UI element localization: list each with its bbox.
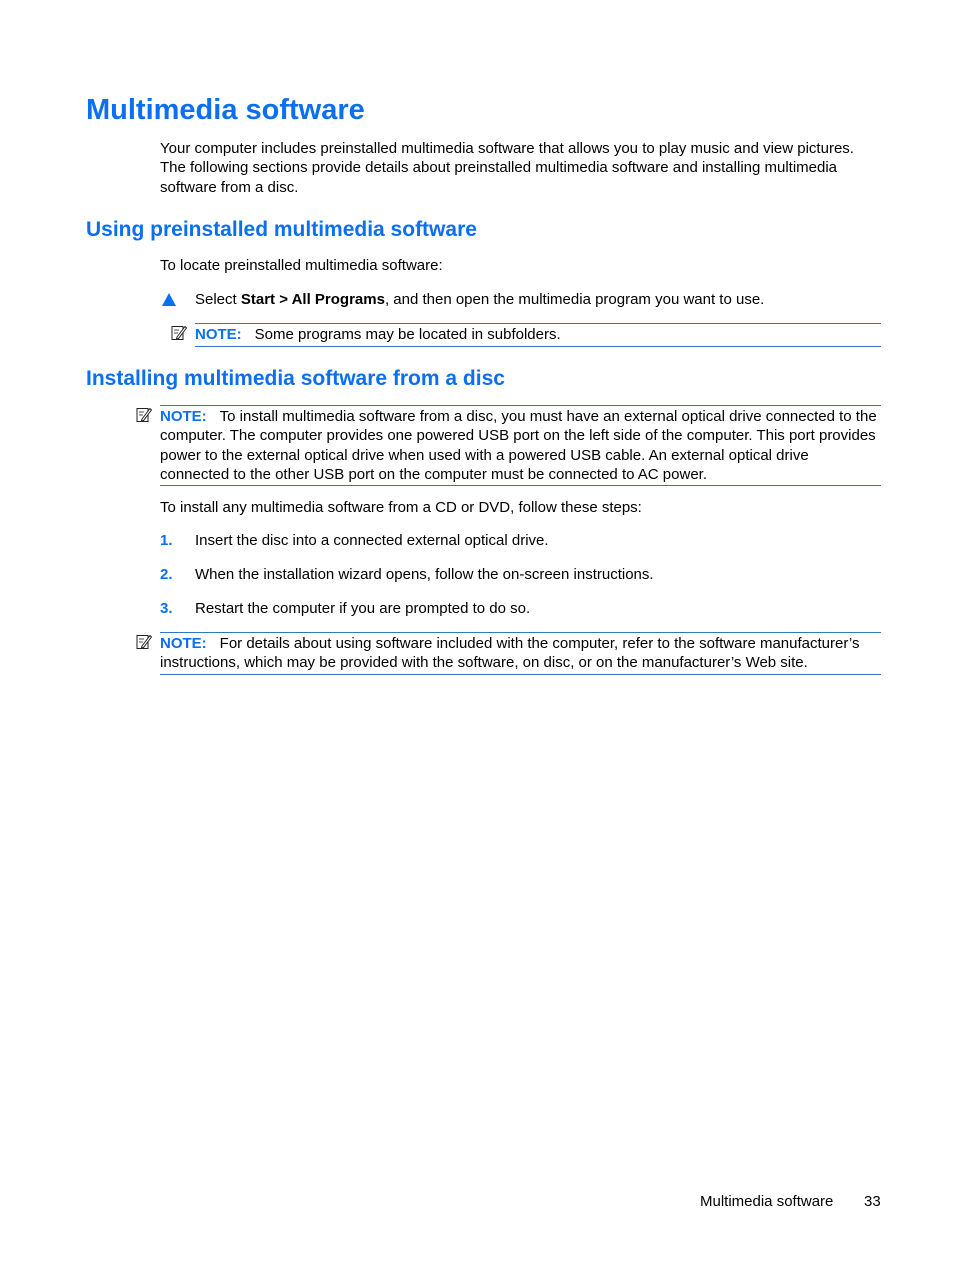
note-subfolders (195, 323, 881, 347)
triangle-bullet-icon (162, 293, 176, 306)
step-number: 2. (160, 566, 173, 583)
footer-page-number: 33 (864, 1193, 881, 1210)
section-heading-install-disc: Installing multimedia software from a disc (86, 367, 505, 390)
note-pencil-icon (136, 633, 152, 650)
page-title: Multimedia software (86, 94, 365, 126)
note-label: NOTE: (160, 635, 207, 652)
bullet-text-pre: Select (195, 291, 241, 308)
note-label: NOTE: (195, 326, 242, 343)
note-software-details (160, 632, 881, 675)
note-optical-drive (160, 405, 881, 486)
note-pencil-icon (136, 406, 152, 423)
note-pencil-icon (171, 324, 187, 341)
section2-lead: To install any multimedia software from a CD or DVD, follow these steps: (160, 499, 642, 516)
section1-lead: To locate preinstalled multimedia software: (160, 257, 443, 274)
section-heading-preinstalled: Using preinstalled multimedia software (86, 218, 477, 241)
step-text: Insert the disc into a connected external optical drive. (195, 532, 549, 549)
note-label: NOTE: (160, 408, 207, 425)
step-text: When the installation wizard opens, follow the on-screen instructions. (195, 566, 654, 583)
step-number: 3. (160, 600, 173, 617)
bullet-text-bold: Start > All Programs (240, 291, 385, 308)
step-number: 1. (160, 532, 173, 549)
note-text: Some programs may be located in subfolders. (254, 326, 561, 343)
bullet-text-post: , and then open the multimedia program you want to use. (384, 291, 765, 308)
footer-section-name: Multimedia software (700, 1193, 834, 1210)
note-text: For details about using software included with the computer, refer to the software manufacturer’s instructions, which may be provided with the software, on disc, or on the manufacturer’s Web site. (160, 635, 860, 672)
intro-paragraph: Your computer includes preinstalled multimedia software that allows you to play music and view pictures. The following sections provide details about preinstalled multimedia software and installing multimedia software from a disc. (160, 140, 854, 196)
step-text: Restart the computer if you are prompted to do so. (195, 600, 531, 617)
note-text: To install multimedia software from a disc, you must have an external optical drive connected to the computer. The computer provides one powered USB port on the left side of the computer. This port provides power to the external optical drive when used with a powered USB cable. An external optical drive connected to the other USB port on the computer must be connected to AC power. (160, 408, 877, 483)
bullet-item (195, 290, 764, 309)
